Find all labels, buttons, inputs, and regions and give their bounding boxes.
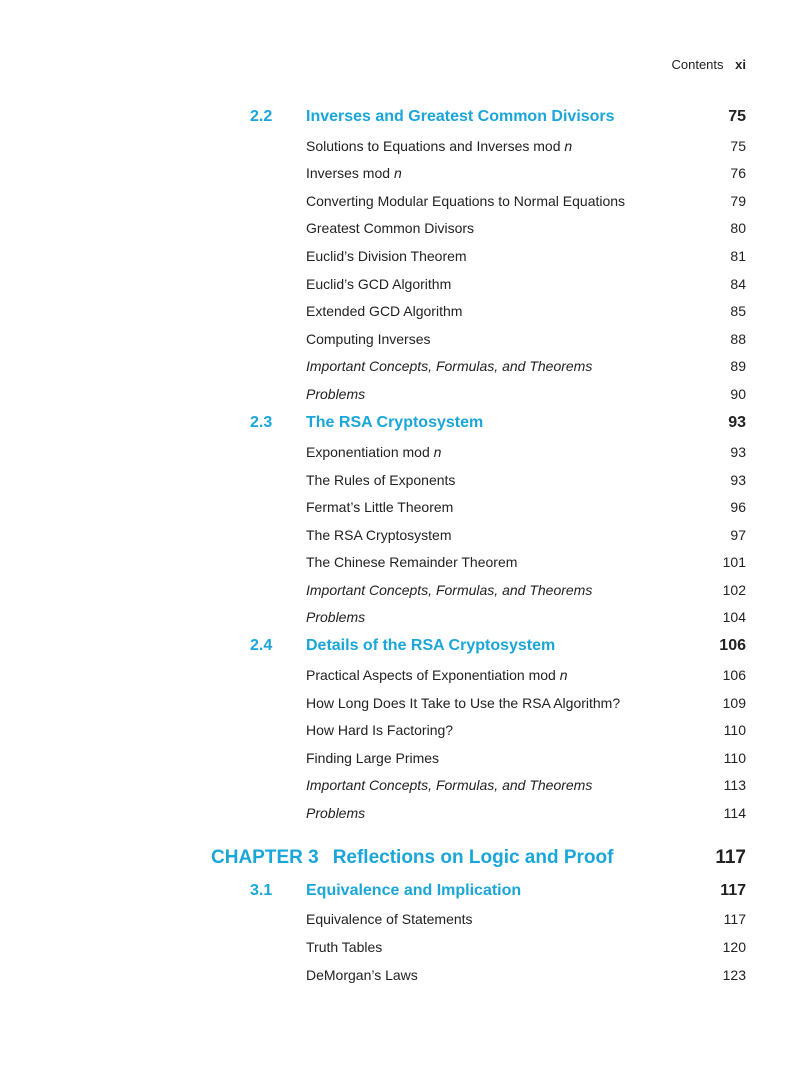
entry-page-number: 117 [723,911,746,927]
section-number: 3.1 [250,882,273,899]
toc-italic-entry: Important Concepts, Formulas, and Theorems [306,358,593,374]
variable-n: n [393,165,402,181]
entry-page-number: 80 [730,220,746,236]
entry-page-number: 102 [722,582,746,598]
section-number: 2.4 [250,637,273,654]
toc-entry: Truth Tables [306,939,383,955]
entry-page-number: 97 [730,527,746,543]
toc-entry: DeMorgan’s Laws [306,967,418,983]
toc-line-section [0,106,805,128]
section-title: Equivalence and Implication [306,882,522,899]
toc-entry: The RSA Cryptosystem [306,527,452,543]
toc-line-chapter [0,845,805,871]
entry-page-number: 101 [722,554,746,570]
toc-line-entry [0,442,805,462]
chapter-number: CHAPTER 3 [211,847,319,868]
toc-italic-entry: Problems [306,386,366,402]
section-page-number: 117 [720,882,746,899]
running-head [671,56,746,74]
toc-entry: Euclid’s Division Theorem [306,248,467,264]
toc-line-entry [0,136,805,156]
toc-line-entry [0,191,805,211]
running-head-page-number: xi [735,57,746,72]
entry-page-number: 84 [730,276,746,292]
toc-entry: Converting Modular Equations to Normal Equations [306,193,626,209]
entry-page-number: 109 [722,695,746,711]
variable-n: n [559,667,568,683]
running-head-title: Contents [671,57,724,72]
toc-entry: Finding Large Primes [306,750,440,766]
toc-line-italic [0,384,805,404]
entry-page-number: 96 [730,499,746,515]
chapter-page-number: 117 [715,847,746,868]
variable-n: n [433,444,442,460]
section-title: The RSA Cryptosystem [306,414,484,431]
entry-page-number: 120 [722,939,746,955]
toc-entry: Inverses mod n [306,165,402,181]
entry-page-number: 114 [723,805,746,821]
entry-page-number: 113 [723,777,746,793]
toc-entry: Exponentiation mod n [306,444,442,460]
entry-page-number: 76 [730,165,746,181]
entry-page-number: 79 [730,193,746,209]
toc-entry: How Long Does It Take to Use the RSA Algorithm? [306,695,621,711]
toc-entry: Extended GCD Algorithm [306,303,463,319]
chapter-heading [211,845,613,871]
toc-line-section [0,412,805,434]
toc-italic-entry: Problems [306,609,366,625]
toc-entry: Solutions to Equations and Inverses mod n [306,138,573,154]
toc-italic-entry: Important Concepts, Formulas, and Theorems [306,777,593,793]
entry-page-number: 123 [722,967,746,983]
section-number: 2.2 [250,108,273,125]
toc-line-italic [0,775,805,795]
toc-entry: Equivalence of Statements [306,911,473,927]
toc-line-entry [0,909,805,929]
toc-line-entry [0,965,805,985]
toc-line-section [0,880,805,902]
section-title: Inverses and Greatest Common Divisors [306,108,615,125]
toc-line-entry [0,748,805,768]
toc-entry: The Rules of Exponents [306,472,456,488]
entry-page-number: 81 [730,248,746,264]
entry-page-number: 106 [722,667,746,683]
toc-line-entry [0,525,805,545]
entry-page-number: 88 [730,331,746,347]
toc-entry: The Chinese Remainder Theorem [306,554,518,570]
entry-page-number: 90 [730,386,746,402]
toc-entry: How Hard Is Factoring? [306,722,454,738]
chapter-title: Reflections on Logic and Proof [332,847,614,868]
toc-line-entry [0,163,805,183]
toc-line-entry [0,470,805,490]
toc-entry: Practical Aspects of Exponentiation mod n [306,667,568,683]
toc-entry: Greatest Common Divisors [306,220,475,236]
section-title: Details of the RSA Cryptosystem [306,637,556,654]
toc-line-italic [0,607,805,627]
toc-line-italic [0,803,805,823]
entry-page-number: 93 [730,444,746,460]
toc-entry: Fermat’s Little Theorem [306,499,454,515]
section-page-number: 75 [728,108,746,125]
toc-italic-entry: Problems [306,805,366,821]
entry-page-number: 110 [723,750,746,766]
toc-line-entry [0,246,805,266]
section-number: 2.3 [250,414,273,431]
toc-line-entry [0,497,805,517]
toc-line-entry [0,301,805,321]
entry-page-number: 89 [730,358,746,374]
entry-page-number: 93 [730,472,746,488]
toc-line-entry [0,329,805,349]
toc-line-entry [0,693,805,713]
entry-page-number: 85 [730,303,746,319]
toc-line-entry [0,274,805,294]
variable-n: n [564,138,573,154]
toc-line-entry [0,552,805,572]
toc-line-entry [0,937,805,957]
toc-entry: Computing Inverses [306,331,431,347]
toc-italic-entry: Important Concepts, Formulas, and Theorems [306,582,593,598]
entry-page-number: 104 [722,609,746,625]
section-page-number: 106 [719,637,746,654]
entry-page-number: 110 [723,722,746,738]
toc-line-italic [0,356,805,376]
toc-entry: Euclid’s GCD Algorithm [306,276,452,292]
toc-line-entry [0,665,805,685]
toc-line-entry [0,720,805,740]
section-page-number: 93 [728,414,746,431]
toc-line-entry [0,218,805,238]
toc-line-section [0,635,805,657]
toc-line-italic [0,580,805,600]
entry-page-number: 75 [730,138,746,154]
